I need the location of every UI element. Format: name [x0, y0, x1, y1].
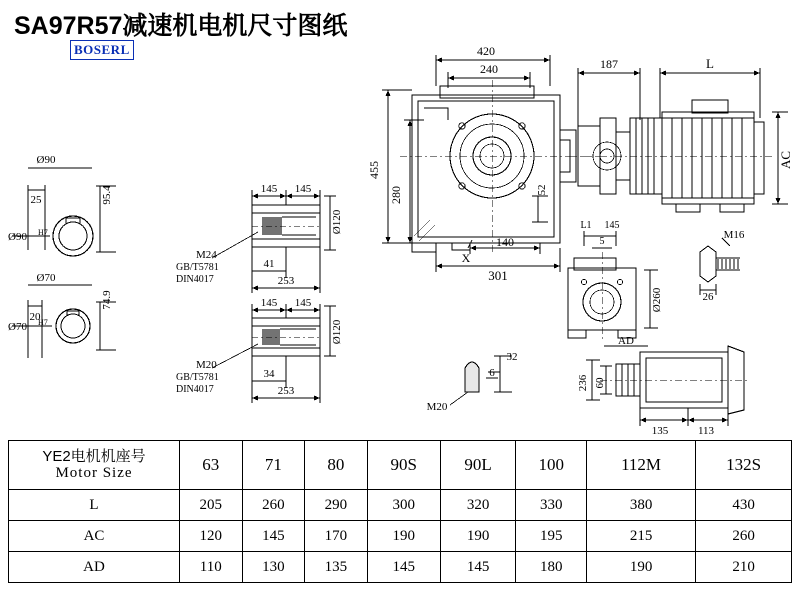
table-row — [9, 490, 792, 521]
dim-145-a2: 145 — [260, 297, 278, 309]
table-col-head: 71 — [242, 441, 305, 490]
dim-20: 20 — [29, 311, 41, 323]
brand-logo: BOSERL — [70, 40, 134, 60]
table-col-head: 90L — [440, 441, 516, 490]
dim-187: 187 — [600, 57, 618, 71]
dim-26: 26 — [702, 291, 714, 303]
table-cell: 190 — [586, 552, 695, 583]
table-cell: 205 — [180, 490, 243, 521]
table-header-row — [9, 441, 792, 490]
dim-d90h7: Ø90 — [8, 231, 27, 243]
dim-41: 41 — [263, 258, 275, 270]
table-cell: 120 — [180, 521, 243, 552]
dim-140: 140 — [496, 235, 514, 249]
dim-M16: M16 — [723, 229, 745, 241]
table-col-head: 90S — [367, 441, 440, 490]
row-label: L — [9, 490, 180, 521]
dim-AC: AC — [778, 150, 793, 170]
dim-60: 60 — [594, 377, 606, 389]
table-cell: 110 — [180, 552, 243, 583]
dim-74-9: 74.9 — [101, 290, 113, 310]
dim-d120-1: Ø120 — [331, 209, 343, 235]
table-cell: 215 — [586, 521, 695, 552]
dim-280: 280 — [389, 186, 403, 204]
dim-L: L — [706, 56, 714, 71]
table-cell: 320 — [440, 490, 516, 521]
dim-253-2: 253 — [277, 385, 295, 397]
row-label: AD — [9, 552, 180, 583]
dim-6: 6 — [489, 367, 495, 379]
dim-L1: L1 — [580, 220, 592, 231]
dim-145-b1: 145 — [294, 183, 312, 195]
dim-d120-2: Ø120 — [331, 319, 343, 345]
label-M20: M20 — [196, 359, 217, 371]
dim-145-small: 145 — [604, 220, 620, 231]
table-header-en: Motor Size — [55, 465, 133, 481]
dim-113: 113 — [697, 425, 715, 437]
table-cell: 380 — [586, 490, 695, 521]
table-cell: 145 — [367, 552, 440, 583]
table-cell: 145 — [440, 552, 516, 583]
dim-145-a1: 145 — [260, 183, 278, 195]
table-col-head: 80 — [305, 441, 368, 490]
dim-d260: Ø260 — [651, 287, 663, 313]
table-cell: 330 — [516, 490, 587, 521]
label-M24: M24 — [196, 249, 217, 261]
table-cell: 430 — [696, 490, 792, 521]
label-gb-1: GB/T5781 — [176, 262, 219, 273]
dim-AD: AD — [618, 335, 634, 347]
page-title: SA97R57减速机电机尺寸图纸 — [14, 12, 348, 40]
label-din-1: DIN4017 — [176, 274, 214, 285]
dim-34: 34 — [263, 368, 275, 380]
table-cell: 190 — [440, 521, 516, 552]
table-cell: 130 — [242, 552, 305, 583]
motor-size-table — [8, 440, 792, 583]
table-cell: 210 — [696, 552, 792, 583]
label-gb-2: GB/T5781 — [176, 372, 219, 383]
table-col-head: 63 — [180, 441, 243, 490]
table-cell: 190 — [367, 521, 440, 552]
table-cell: 195 — [516, 521, 587, 552]
table-row — [9, 552, 792, 583]
table-header-label — [9, 441, 180, 490]
table-cell: 290 — [305, 490, 368, 521]
dim-236: 236 — [577, 374, 589, 392]
dim-d90: Ø90 — [36, 154, 56, 166]
dim-95-4: 95.4 — [101, 185, 113, 205]
dim-301: 301 — [488, 268, 508, 283]
label-din-2: DIN4017 — [176, 384, 214, 395]
dim-52: 52 — [536, 184, 548, 196]
table-cell: 170 — [305, 521, 368, 552]
dim-h7-1: H7 — [38, 228, 48, 237]
dim-135: 135 — [651, 425, 669, 437]
table-cell: 260 — [696, 521, 792, 552]
table-cell: 145 — [242, 521, 305, 552]
dim-25: 25 — [30, 194, 42, 206]
dim-455: 455 — [367, 161, 381, 179]
table-cell: 135 — [305, 552, 368, 583]
dim-d70: Ø70 — [36, 272, 56, 284]
dim-240: 240 — [480, 62, 498, 76]
dim-5: 5 — [599, 236, 605, 247]
dim-145-b2: 145 — [294, 297, 312, 309]
dim-253-1: 253 — [277, 275, 295, 287]
dim-h7-2: H7 — [38, 318, 48, 327]
table-col-head: 132S — [696, 441, 792, 490]
dim-X: X — [461, 251, 471, 265]
table-row — [9, 521, 792, 552]
dim-32: 32 — [506, 351, 518, 363]
dim-M20-bottom: M20 — [426, 401, 448, 413]
dim-d70h7: Ø70 — [8, 321, 27, 333]
row-label: AC — [9, 521, 180, 552]
table-cell: 260 — [242, 490, 305, 521]
table-cell: 300 — [367, 490, 440, 521]
table-cell: 180 — [516, 552, 587, 583]
table-col-head: 112M — [586, 441, 695, 490]
dim-420: 420 — [477, 44, 495, 58]
table-col-head: 100 — [516, 441, 587, 490]
table-header-cn: YE2电机机座号 — [42, 447, 146, 465]
